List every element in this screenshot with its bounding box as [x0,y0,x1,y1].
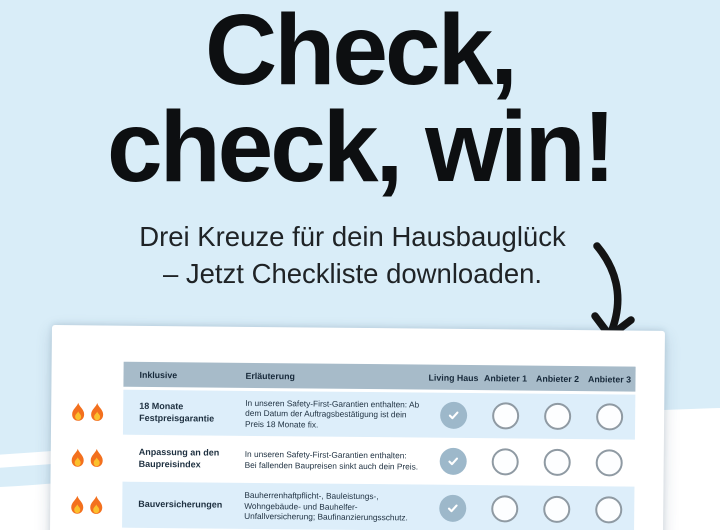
fire-icon [69,449,85,468]
row-label: 18 Monate Festpreisgarantie [139,400,215,424]
subtitle-line-1: Drei Kreuze für dein Hausbauglück [139,221,566,252]
column-header-inklusive: Inklusive [139,369,178,380]
checkbox-anbieter-3[interactable] [595,496,622,523]
headline-line-2: check, win! [106,91,614,203]
checkbox-living-haus[interactable] [439,494,466,521]
priority-flames [51,437,123,479]
headline [0,0,720,203]
table-header-row [51,361,664,392]
checkbox-anbieter-2[interactable] [543,495,570,522]
checkbox-anbieter-3[interactable] [596,403,623,430]
column-header-living-haus: Living Haus [428,372,479,383]
fire-icon [69,495,85,514]
table-row [51,389,664,440]
table-header [123,362,635,392]
checkbox-anbieter-2[interactable] [544,403,571,430]
headline-line-1: Check, [205,0,515,106]
row-label: Anpassung an den Baupreisindex [138,447,220,470]
checkbox-anbieter-2[interactable] [543,449,570,476]
row-description: In unseren Safety-First-Garantien enthalten: Bei fallenden Baupreisen sinkt auch dein Preis. [244,449,419,472]
checkbox-anbieter-1[interactable] [491,449,518,476]
table-row [51,437,664,484]
row-description: In unseren Safety-First-Garantien enthalten: Ab dem Datum der Auftragsbestätigung ist dein Preis 18 Monate fix. [245,397,420,430]
checkbox-anbieter-1[interactable] [492,402,519,429]
subtitle-line-2: – Jetzt Checkliste downloaden. [162,257,543,289]
priority-flames [51,389,123,435]
fire-icon [88,495,104,514]
column-header-erlaeuterung: Erläuterung [245,370,295,381]
checkbox-living-haus[interactable] [439,448,466,475]
checkbox-anbieter-1[interactable] [491,495,518,522]
fire-icon [89,403,105,422]
row-label: Bauversicherungen [138,499,223,510]
table-row [50,481,663,530]
column-header-anbieter-1: Anbieter 1 [483,372,528,384]
column-header-anbieter-2: Anbieter 2 [535,373,580,384]
checkbox-living-haus[interactable] [440,402,467,429]
fire-icon [88,449,104,468]
priority-flames [50,481,122,527]
fire-icon [70,402,86,421]
checklist-card [50,325,665,530]
row-description: Bauherrenhaftpflicht-, Bauleistungs-, Wohngebäude- und Bauhelfer-Unfallversicherung; Baufinanzierungsschutz. [244,490,408,523]
checkbox-anbieter-3[interactable] [595,450,622,477]
column-header-anbieter-3: Anbieter 3 [587,373,632,385]
